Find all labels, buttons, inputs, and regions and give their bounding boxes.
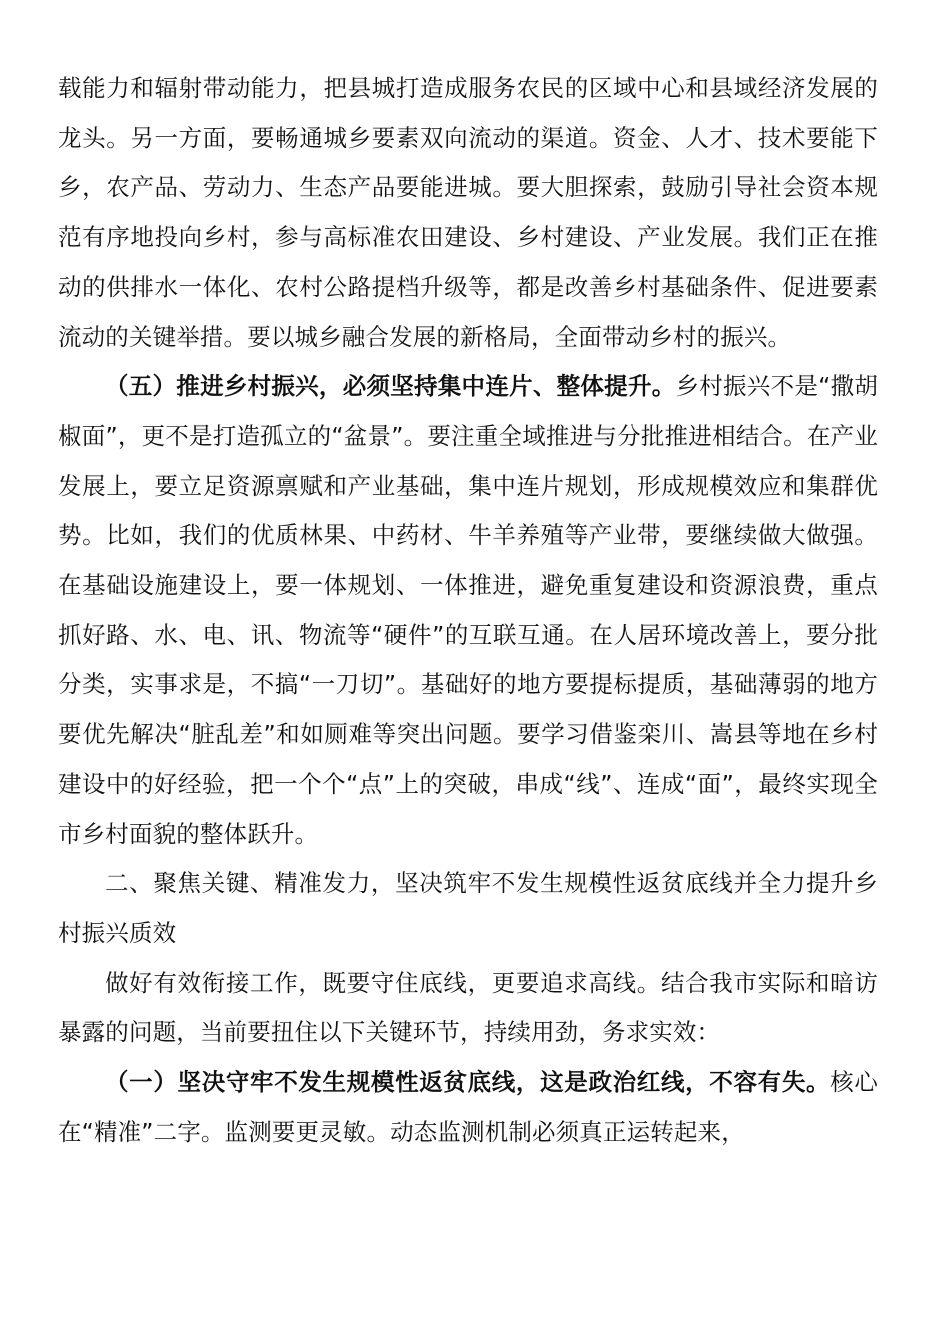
paragraph-text: 核心在“精准”二字。监测要更灵敏。动态监测机制必须真正运转起来， (58, 1068, 878, 1146)
paragraph-county-integration (58, 64, 878, 362)
paragraph-effective-connection (58, 959, 878, 1058)
paragraph-text: 做好有效衔接工作，既要守住底线，更要追求高线。结合我市实际和暗访暴露的问题，当前要扭住以下关键环节，持续用劲，务求实效： (58, 968, 878, 1047)
subsection-one-lead: （一）坚决守牢不发生规模性返贫底线，这是政治红线，不容有失。 (105, 1068, 831, 1097)
heading-text: 二、聚焦关键、精准发力，坚决筑牢不发生规模性返贫底线并全力提升乡村振兴质效 (58, 869, 878, 947)
paragraph-subsection-one (58, 1058, 878, 1157)
paragraph-text: 载能力和辐射带动能力，把县城打造成服务农民的区域中心和县域经济发展的龙头。另一方面，要畅通城乡要素双向流动的渠道。资金、人才、技术要能下乡，农产品、劳动力、生态产品要能进城。要大胆探索，鼓励引导社会资本规范有序地投向乡村，参与高标准农田建设、乡村建设、产业发展。我们正在推动的供排水一体化、农村公路提档升级等，都是改善乡村基础条件、促进要素流动的关键举措。要以城乡融合发展的新格局，全面带动乡村的振兴。 (58, 74, 878, 351)
paragraph-section-five (58, 362, 878, 859)
section-five-lead: （五）推进乡村振兴，必须坚持集中连片、整体提升。 (105, 372, 676, 401)
document-page (58, 64, 878, 1157)
section-two-heading (58, 859, 878, 958)
paragraph-text: 乡村振兴不是“撒胡椒面”，更不是打造孤立的“盆景”。要注重全域推进与分批推进相结合。在产业发展上，要立足资源禀赋和产业基础，集中连片规划，形成规模效应和集群优势。比如，我们的优质林果、中药材、牛羊养殖等产业带，要继续做大做强。在基础设施建设上，要一体规划、一体推进，避免重复建设和资源浪费，重点抓好路、水、电、讯、物流等“硬件”的互联互通。在人居环境改善上，要分批分类，实事求是，不搞“一刀切”。基础好的地方要提标提质，基础薄弱的地方要优先解决“脏乱差”和如厕难等突出问题。要学习借鉴栾川、嵩县等地在乡村建设中的好经验，把一个个“点”上的突破，串成“线”、连成“面”，最终实现全市乡村面貌的整体跃升。 (58, 372, 878, 848)
